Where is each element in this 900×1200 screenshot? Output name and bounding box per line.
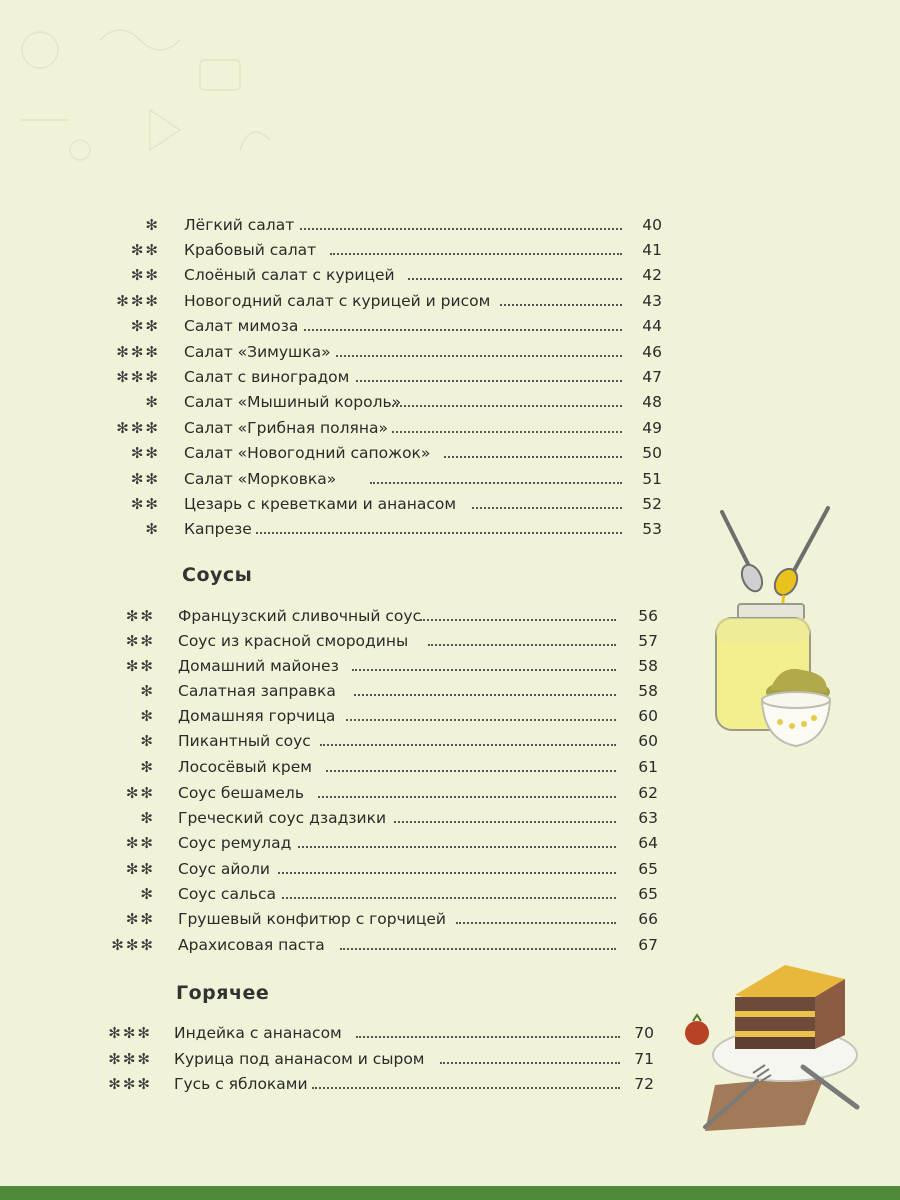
toc-entry[interactable] <box>0 415 900 441</box>
dot-leader <box>282 897 616 899</box>
difficulty-stars: ✻✻ <box>130 266 160 284</box>
difficulty-stars: ✻✻ <box>125 607 155 625</box>
entry-title: Салат мимоза <box>184 317 299 335</box>
difficulty-stars: ✻ <box>145 520 160 538</box>
page-number: 63 <box>638 809 658 827</box>
difficulty-stars: ✻✻✻ <box>111 936 155 954</box>
entry-title: Салат «Грибная поляна» <box>184 419 388 437</box>
dot-leader <box>346 719 616 721</box>
entry-title: Крабовый салат <box>184 241 317 259</box>
dot-leader <box>352 669 616 671</box>
difficulty-stars: ✻✻✻ <box>116 343 160 361</box>
dot-leader <box>318 796 616 798</box>
section-heading-sauces: Соусы <box>182 564 253 586</box>
page-number: 46 <box>642 343 662 361</box>
difficulty-stars: ✻✻✻ <box>116 368 160 386</box>
entry-title: Домашний майонез <box>178 657 339 675</box>
entry-title: Капрезе <box>184 520 252 538</box>
entry-title: Соус ремулад <box>178 834 292 852</box>
difficulty-stars: ✻✻✻ <box>108 1024 152 1042</box>
dot-leader <box>456 922 616 924</box>
page-number: 70 <box>634 1024 654 1042</box>
page-number: 43 <box>642 292 662 310</box>
entry-title: Салат с виноградом <box>184 368 350 386</box>
page-number: 65 <box>638 885 658 903</box>
page-number: 58 <box>638 657 658 675</box>
entry-title: Новогодний салат с курицей и рисом <box>184 292 491 310</box>
page-number: 67 <box>638 936 658 954</box>
dot-leader <box>304 329 622 331</box>
page-number: 58 <box>638 682 658 700</box>
entry-title: Курица под ананасом и сыром <box>174 1050 425 1068</box>
difficulty-stars: ✻✻ <box>130 444 160 462</box>
difficulty-stars: ✻✻ <box>130 241 160 259</box>
page-number: 53 <box>642 520 662 538</box>
entry-title: Индейка с ананасом <box>174 1024 342 1042</box>
page-number: 64 <box>638 834 658 852</box>
dot-leader <box>392 431 622 433</box>
difficulty-stars: ✻✻ <box>125 657 155 675</box>
page-number: 52 <box>642 495 662 513</box>
entry-title: Греческий соус дзадзики <box>178 809 387 827</box>
entry-title: Пикантный соус <box>178 732 311 750</box>
dot-leader <box>428 644 616 646</box>
difficulty-stars: ✻✻ <box>130 495 160 513</box>
entry-title: Домашняя горчица <box>178 707 336 725</box>
dot-leader <box>312 1087 620 1089</box>
entry-title: Соус сальса <box>178 885 277 903</box>
page-bottom-edge <box>0 1186 900 1200</box>
toc-entry[interactable] <box>0 288 900 314</box>
difficulty-stars: ✻ <box>140 809 155 827</box>
dot-leader <box>440 1062 620 1064</box>
page-number: 56 <box>638 607 658 625</box>
sauce-jar-illustration <box>700 500 840 770</box>
toc-entry[interactable] <box>0 313 900 339</box>
difficulty-stars: ✻✻ <box>125 910 155 928</box>
difficulty-stars: ✻✻ <box>125 784 155 802</box>
difficulty-stars: ✻✻ <box>125 834 155 852</box>
entry-title: Соус бешамель <box>178 784 304 802</box>
dot-leader <box>472 507 622 509</box>
dot-leader <box>330 253 622 255</box>
page-number: 40 <box>642 216 662 234</box>
page-number: 50 <box>642 444 662 462</box>
dot-leader <box>392 405 622 407</box>
dot-leader <box>408 278 622 280</box>
entry-title: Слоёный салат с курицей <box>184 266 395 284</box>
difficulty-stars: ✻ <box>140 732 155 750</box>
dot-leader <box>394 821 616 823</box>
toc-entry[interactable] <box>0 830 900 856</box>
dot-leader <box>356 380 622 382</box>
page-number: 71 <box>634 1050 654 1068</box>
dot-leader <box>278 872 616 874</box>
difficulty-stars: ✻ <box>140 885 155 903</box>
dot-leader <box>340 948 616 950</box>
page-number: 57 <box>638 632 658 650</box>
page-number: 48 <box>642 393 662 411</box>
entry-title: Салат «Мышиный король» <box>184 393 402 411</box>
entry-title: Соус айоли <box>178 860 270 878</box>
toc-entry[interactable] <box>0 856 900 882</box>
entry-title: Гусь с яблоками <box>174 1075 308 1093</box>
page-number: 49 <box>642 419 662 437</box>
entry-title: Французский сливочный соус <box>178 607 422 625</box>
dot-leader <box>370 482 622 484</box>
difficulty-stars: ✻ <box>140 707 155 725</box>
entry-title: Арахисовая паста <box>178 936 325 954</box>
dot-leader <box>336 355 622 357</box>
toc-entry[interactable] <box>0 780 900 806</box>
page-number: 42 <box>642 266 662 284</box>
toc-entry[interactable] <box>0 805 900 831</box>
dot-leader <box>420 619 616 621</box>
page-number: 65 <box>638 860 658 878</box>
difficulty-stars: ✻✻ <box>130 317 160 335</box>
page-number: 60 <box>638 707 658 725</box>
difficulty-stars: ✻ <box>145 393 160 411</box>
toc-entry[interactable] <box>0 237 900 263</box>
page-number: 72 <box>634 1075 654 1093</box>
toc-entry[interactable] <box>0 881 900 907</box>
toc-entry[interactable] <box>0 466 900 492</box>
entry-title: Салатная заправка <box>178 682 336 700</box>
dot-leader <box>354 694 616 696</box>
page-number: 47 <box>642 368 662 386</box>
difficulty-stars: ✻✻✻ <box>108 1075 152 1093</box>
page-number: 41 <box>642 241 662 259</box>
toc-entry[interactable] <box>0 339 900 365</box>
difficulty-stars: ✻✻✻ <box>116 419 160 437</box>
section-heading-hot: Горячее <box>176 982 270 1004</box>
entry-title: Салат «Морковка» <box>184 470 337 488</box>
difficulty-stars: ✻ <box>145 216 160 234</box>
dot-leader <box>300 228 622 230</box>
page-number: 44 <box>642 317 662 335</box>
page-number: 51 <box>642 470 662 488</box>
entry-title: Салат «Зимушка» <box>184 343 331 361</box>
toc-entry[interactable] <box>0 440 900 466</box>
toc-entry[interactable] <box>0 262 900 288</box>
toc-entry[interactable] <box>0 212 900 238</box>
lasagna-illustration <box>675 955 865 1135</box>
difficulty-stars: ✻✻✻ <box>108 1050 152 1068</box>
difficulty-stars: ✻ <box>140 682 155 700</box>
dot-leader <box>298 846 616 848</box>
page-number: 60 <box>638 732 658 750</box>
dot-leader <box>326 770 616 772</box>
entry-title: Цезарь с креветками и ананасом <box>184 495 457 513</box>
dot-leader <box>500 304 622 306</box>
entry-title: Лососёвый крем <box>178 758 313 776</box>
dot-leader <box>256 532 622 534</box>
entry-title: Соус из красной смородины <box>178 632 409 650</box>
toc-entry[interactable] <box>0 389 900 415</box>
dot-leader <box>444 456 622 458</box>
page-number: 66 <box>638 910 658 928</box>
difficulty-stars: ✻✻ <box>125 860 155 878</box>
dot-leader <box>356 1036 620 1038</box>
toc-entry[interactable] <box>0 906 900 932</box>
entry-title: Грушевый конфитюр с горчицей <box>178 910 447 928</box>
entry-title: Салат «Новогодний сапожок» <box>184 444 431 462</box>
toc-entry[interactable] <box>0 364 900 390</box>
difficulty-stars: ✻ <box>140 758 155 776</box>
entry-title: Лёгкий салат <box>184 216 295 234</box>
dot-leader <box>320 744 616 746</box>
page-number: 61 <box>638 758 658 776</box>
page-number: 62 <box>638 784 658 802</box>
difficulty-stars: ✻✻ <box>130 470 160 488</box>
difficulty-stars: ✻✻ <box>125 632 155 650</box>
difficulty-stars: ✻✻✻ <box>116 292 160 310</box>
